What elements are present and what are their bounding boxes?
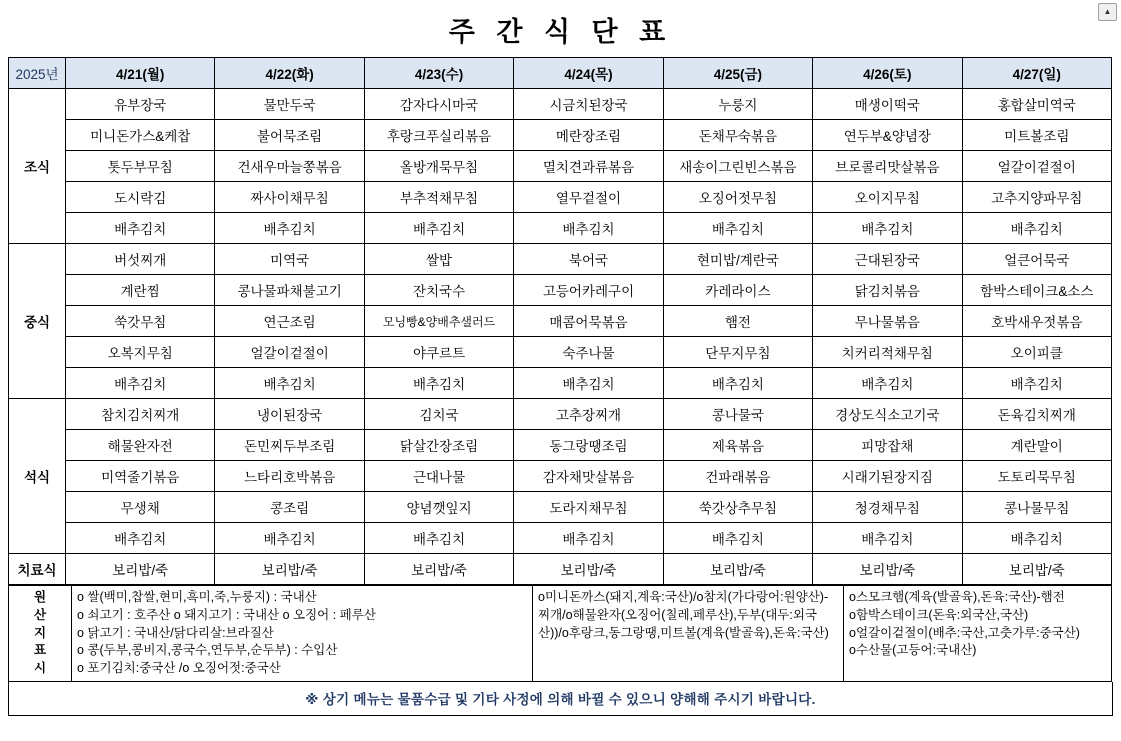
day-header-0: 4/21(월) xyxy=(66,58,215,89)
menu-cell: 미역줄기볶음 xyxy=(66,461,215,492)
menu-cell: 피망잡채 xyxy=(813,430,962,461)
origin-line: ο 콩(두부,콩비지,콩국수,연두부,순두부) : 수입산 xyxy=(77,643,338,658)
menu-cell: 해물완자전 xyxy=(66,430,215,461)
menu-cell: 미역국 xyxy=(215,244,364,275)
menu-cell: 호박새우젓볶음 xyxy=(962,306,1111,337)
origin-column-2 xyxy=(533,586,844,682)
day-header-3: 4/24(목) xyxy=(514,58,663,89)
menu-cell: 쑥갓상추무침 xyxy=(663,492,812,523)
menu-cell: 치커리적채무침 xyxy=(813,337,962,368)
menu-cell: 오징어젓무침 xyxy=(663,182,812,213)
table-row xyxy=(9,213,1112,244)
menu-cell: 버섯찌개 xyxy=(66,244,215,275)
menu-cell: 매콤어묵볶음 xyxy=(514,306,663,337)
menu-cell: 감자채맛살볶음 xyxy=(514,461,663,492)
table-row xyxy=(9,182,1112,213)
menu-cell: 경상도식소고기국 xyxy=(813,399,962,430)
menu-cell: 시래기된장지짐 xyxy=(813,461,962,492)
day-header-4: 4/25(금) xyxy=(663,58,812,89)
table-row xyxy=(9,306,1112,337)
menu-cell: 콩나물파채불고기 xyxy=(215,275,364,306)
menu-cell: 배추김치 xyxy=(364,523,513,554)
meal-label-therapeutic: 치료식 xyxy=(9,554,66,585)
menu-cell: 햄전 xyxy=(663,306,812,337)
table-row xyxy=(9,399,1112,430)
page-title: 주 간 식 단 표 xyxy=(448,17,673,47)
menu-cell: 도시락김 xyxy=(66,182,215,213)
menu-cell: 돈민찌두부조림 xyxy=(215,430,364,461)
menu-cell: 홍합살미역국 xyxy=(962,89,1111,120)
menu-cell: 근대된장국 xyxy=(813,244,962,275)
menu-cell: 북어국 xyxy=(514,244,663,275)
menu-cell: 동그랑땡조림 xyxy=(514,430,663,461)
table-row xyxy=(9,337,1112,368)
menu-cell: 배추김치 xyxy=(813,523,962,554)
menu-cell: 배추김치 xyxy=(813,368,962,399)
menu-cell: 함박스테이크&소스 xyxy=(962,275,1111,306)
table-row xyxy=(9,492,1112,523)
origin-line: ο 쇠고기 : 호주산 ο 돼지고기 : 국내산 ο 오징어 : 페루산 xyxy=(77,607,376,622)
menu-cell: 양념깻잎지 xyxy=(364,492,513,523)
notice-text: ※ 상기 메뉴는 물품수급 및 기타 사정에 의해 바뀔 수 있으니 양해해 주시기 바랍니다. xyxy=(8,682,1113,716)
origin-line: ο 포기김치:중국산 /ο 오징어젓:중국산 xyxy=(77,661,281,675)
menu-cell: 보리밥/죽 xyxy=(962,554,1111,585)
menu-cell: 현미밥/계란국 xyxy=(663,244,812,275)
origin-table xyxy=(8,585,1112,682)
menu-cell: 배추김치 xyxy=(215,368,364,399)
menu-cell: 배추김치 xyxy=(514,523,663,554)
menu-cell: 쑥갓무침 xyxy=(66,306,215,337)
table-row xyxy=(9,89,1112,120)
menu-cell: 잔치국수 xyxy=(364,275,513,306)
menu-cell: 미트볼조림 xyxy=(962,120,1111,151)
year-label: 2025년 xyxy=(9,58,66,89)
menu-cell: 배추김치 xyxy=(66,213,215,244)
menu-cell: 브로콜리맛살볶음 xyxy=(813,151,962,182)
menu-cell: 계란말이 xyxy=(962,430,1111,461)
menu-cell: 올방개묵무침 xyxy=(364,151,513,182)
menu-cell: 도라지채무침 xyxy=(514,492,663,523)
menu-cell: 보리밥/죽 xyxy=(215,554,364,585)
table-header-row xyxy=(9,58,1112,89)
menu-cell: 고등어카레구이 xyxy=(514,275,663,306)
menu-cell: 무나물볶음 xyxy=(813,306,962,337)
menu-cell: 감자다시마국 xyxy=(364,89,513,120)
menu-cell: 짜사이채무침 xyxy=(215,182,364,213)
origin-label: 원 산 지 표 시 xyxy=(9,586,72,682)
menu-cell: 누룽지 xyxy=(663,89,812,120)
origin-column-1 xyxy=(72,586,533,682)
menu-cell: 톳두부무침 xyxy=(66,151,215,182)
menu-cell: 단무지무침 xyxy=(663,337,812,368)
menu-cell: 보리밥/죽 xyxy=(813,554,962,585)
menu-cell: 배추김치 xyxy=(663,213,812,244)
menu-cell: 미니돈가스&케찹 xyxy=(66,120,215,151)
menu-cell: 쌀밥 xyxy=(364,244,513,275)
menu-cell: 제육볶음 xyxy=(663,430,812,461)
origin-column-3 xyxy=(844,586,1112,682)
origin-line: ο함박스테이크(돈육:외국산,국산) xyxy=(849,607,1029,622)
table-row xyxy=(9,461,1112,492)
origin-line: ο얼갈이겉절이(배추:국산,고춧가루:중국산) xyxy=(849,625,1080,640)
menu-cell: 배추김치 xyxy=(66,523,215,554)
menu-cell: 얼큰어묵국 xyxy=(962,244,1111,275)
menu-cell: 배추김치 xyxy=(514,213,663,244)
table-row xyxy=(9,244,1112,275)
day-header-5: 4/26(토) xyxy=(813,58,962,89)
menu-cell: 야쿠르트 xyxy=(364,337,513,368)
menu-cell: 열무겉절이 xyxy=(514,182,663,213)
menu-cell: 연두부&양념장 xyxy=(813,120,962,151)
menu-cell: 청경채무침 xyxy=(813,492,962,523)
meal-label-dinner: 석식 xyxy=(9,399,66,554)
menu-cell: 얼갈이겉절이 xyxy=(962,151,1111,182)
menu-cell: 콩나물무침 xyxy=(962,492,1111,523)
menu-cell: 배추김치 xyxy=(962,213,1111,244)
origin-line: ο스모크햄(계육(발골육),돈육:국산)-햄전 xyxy=(849,590,1065,604)
menu-cell: 보리밥/죽 xyxy=(66,554,215,585)
meal-label-lunch: 중식 xyxy=(9,244,66,399)
menu-cell: 배추김치 xyxy=(364,213,513,244)
menu-cell: 근대나물 xyxy=(364,461,513,492)
day-header-2: 4/23(수) xyxy=(364,58,513,89)
table-row xyxy=(9,120,1112,151)
menu-cell: 냉이된장국 xyxy=(215,399,364,430)
menu-cell: 카레라이스 xyxy=(663,275,812,306)
menu-cell: 유부장국 xyxy=(66,89,215,120)
day-header-6: 4/27(일) xyxy=(962,58,1111,89)
menu-cell: 김치국 xyxy=(364,399,513,430)
menu-cell: 시금치된장국 xyxy=(514,89,663,120)
menu-cell: 배추김치 xyxy=(66,368,215,399)
table-row xyxy=(9,430,1112,461)
menu-cell: 멸치견과류볶음 xyxy=(514,151,663,182)
menu-cell: 오복지무침 xyxy=(66,337,215,368)
menu-cell: 메란장조림 xyxy=(514,120,663,151)
menu-cell: 후랑크푸실리볶음 xyxy=(364,120,513,151)
menu-cell: 느타리호박볶음 xyxy=(215,461,364,492)
origin-line: ο 닭고기 : 국내산/닭다리살:브라질산 xyxy=(77,625,274,640)
menu-cell: 고추지양파무침 xyxy=(962,182,1111,213)
menu-cell: 배추김치 xyxy=(962,368,1111,399)
menu-cell: 오이피클 xyxy=(962,337,1111,368)
menu-cell: 배추김치 xyxy=(215,213,364,244)
origin-line: ο 쌀(백미,찹쌀,현미,흑미,죽,누룽지) : 국내산 xyxy=(77,590,317,604)
menu-cell: 건파래볶음 xyxy=(663,461,812,492)
menu-cell: 숙주나물 xyxy=(514,337,663,368)
table-row xyxy=(9,523,1112,554)
menu-cell: 참치김치찌개 xyxy=(66,399,215,430)
menu-cell: 오이지무침 xyxy=(813,182,962,213)
menu-cell: 도토리묵무침 xyxy=(962,461,1111,492)
menu-cell: 배추김치 xyxy=(215,523,364,554)
menu-cell: 배추김치 xyxy=(364,368,513,399)
menu-table xyxy=(8,57,1112,585)
day-header-1: 4/22(화) xyxy=(215,58,364,89)
menu-cell: 매생이떡국 xyxy=(813,89,962,120)
origin-line: ο수산물(고등어:국내산) xyxy=(849,643,977,658)
menu-cell: 돈육김치찌개 xyxy=(962,399,1111,430)
origin-row xyxy=(9,586,1112,682)
table-row xyxy=(9,554,1112,585)
menu-cell: 물만두국 xyxy=(215,89,364,120)
menu-cell: 콩나물국 xyxy=(663,399,812,430)
origin-line: ο미니돈까스(돼지,계육:국산)/ο참치(가다랑어:원양산)-찌개/ο해물완자(오징어(칠레,페루산),두부(대두:외국산))/ο후랑크,동그랑땡,미트볼(계육(발골육),돈육:국산) xyxy=(538,590,829,640)
menu-cell: 건새우마늘쫑볶음 xyxy=(215,151,364,182)
menu-cell: 연근조림 xyxy=(215,306,364,337)
chevron-up-icon: ▲ xyxy=(1103,7,1112,16)
menu-cell: 고추장찌개 xyxy=(514,399,663,430)
menu-cell: 무생채 xyxy=(66,492,215,523)
menu-cell: 배추김치 xyxy=(663,368,812,399)
menu-cell: 닭김치볶음 xyxy=(813,275,962,306)
menu-cell: 보리밥/죽 xyxy=(514,554,663,585)
menu-cell: 콩조림 xyxy=(215,492,364,523)
menu-cell: 배추김치 xyxy=(663,523,812,554)
menu-cell: 보리밥/죽 xyxy=(364,554,513,585)
menu-cell: 얼갈이겉절이 xyxy=(215,337,364,368)
table-row xyxy=(9,151,1112,182)
scroll-up-button[interactable] xyxy=(1098,3,1117,21)
menu-cell: 배추김치 xyxy=(514,368,663,399)
menu-cell: 닭살간장조림 xyxy=(364,430,513,461)
table-row xyxy=(9,368,1112,399)
menu-cell: 새송이그린빈스볶음 xyxy=(663,151,812,182)
meal-label-breakfast: 조식 xyxy=(9,89,66,244)
menu-cell: 배추김치 xyxy=(962,523,1111,554)
menu-cell: 불어묵조림 xyxy=(215,120,364,151)
menu-cell: 부추적채무침 xyxy=(364,182,513,213)
menu-cell: 모닝빵&양배추샐러드 xyxy=(364,306,513,337)
menu-cell: 보리밥/죽 xyxy=(663,554,812,585)
menu-cell: 돈채무숙볶음 xyxy=(663,120,812,151)
menu-cell: 배추김치 xyxy=(813,213,962,244)
table-row xyxy=(9,275,1112,306)
menu-cell: 계란찜 xyxy=(66,275,215,306)
